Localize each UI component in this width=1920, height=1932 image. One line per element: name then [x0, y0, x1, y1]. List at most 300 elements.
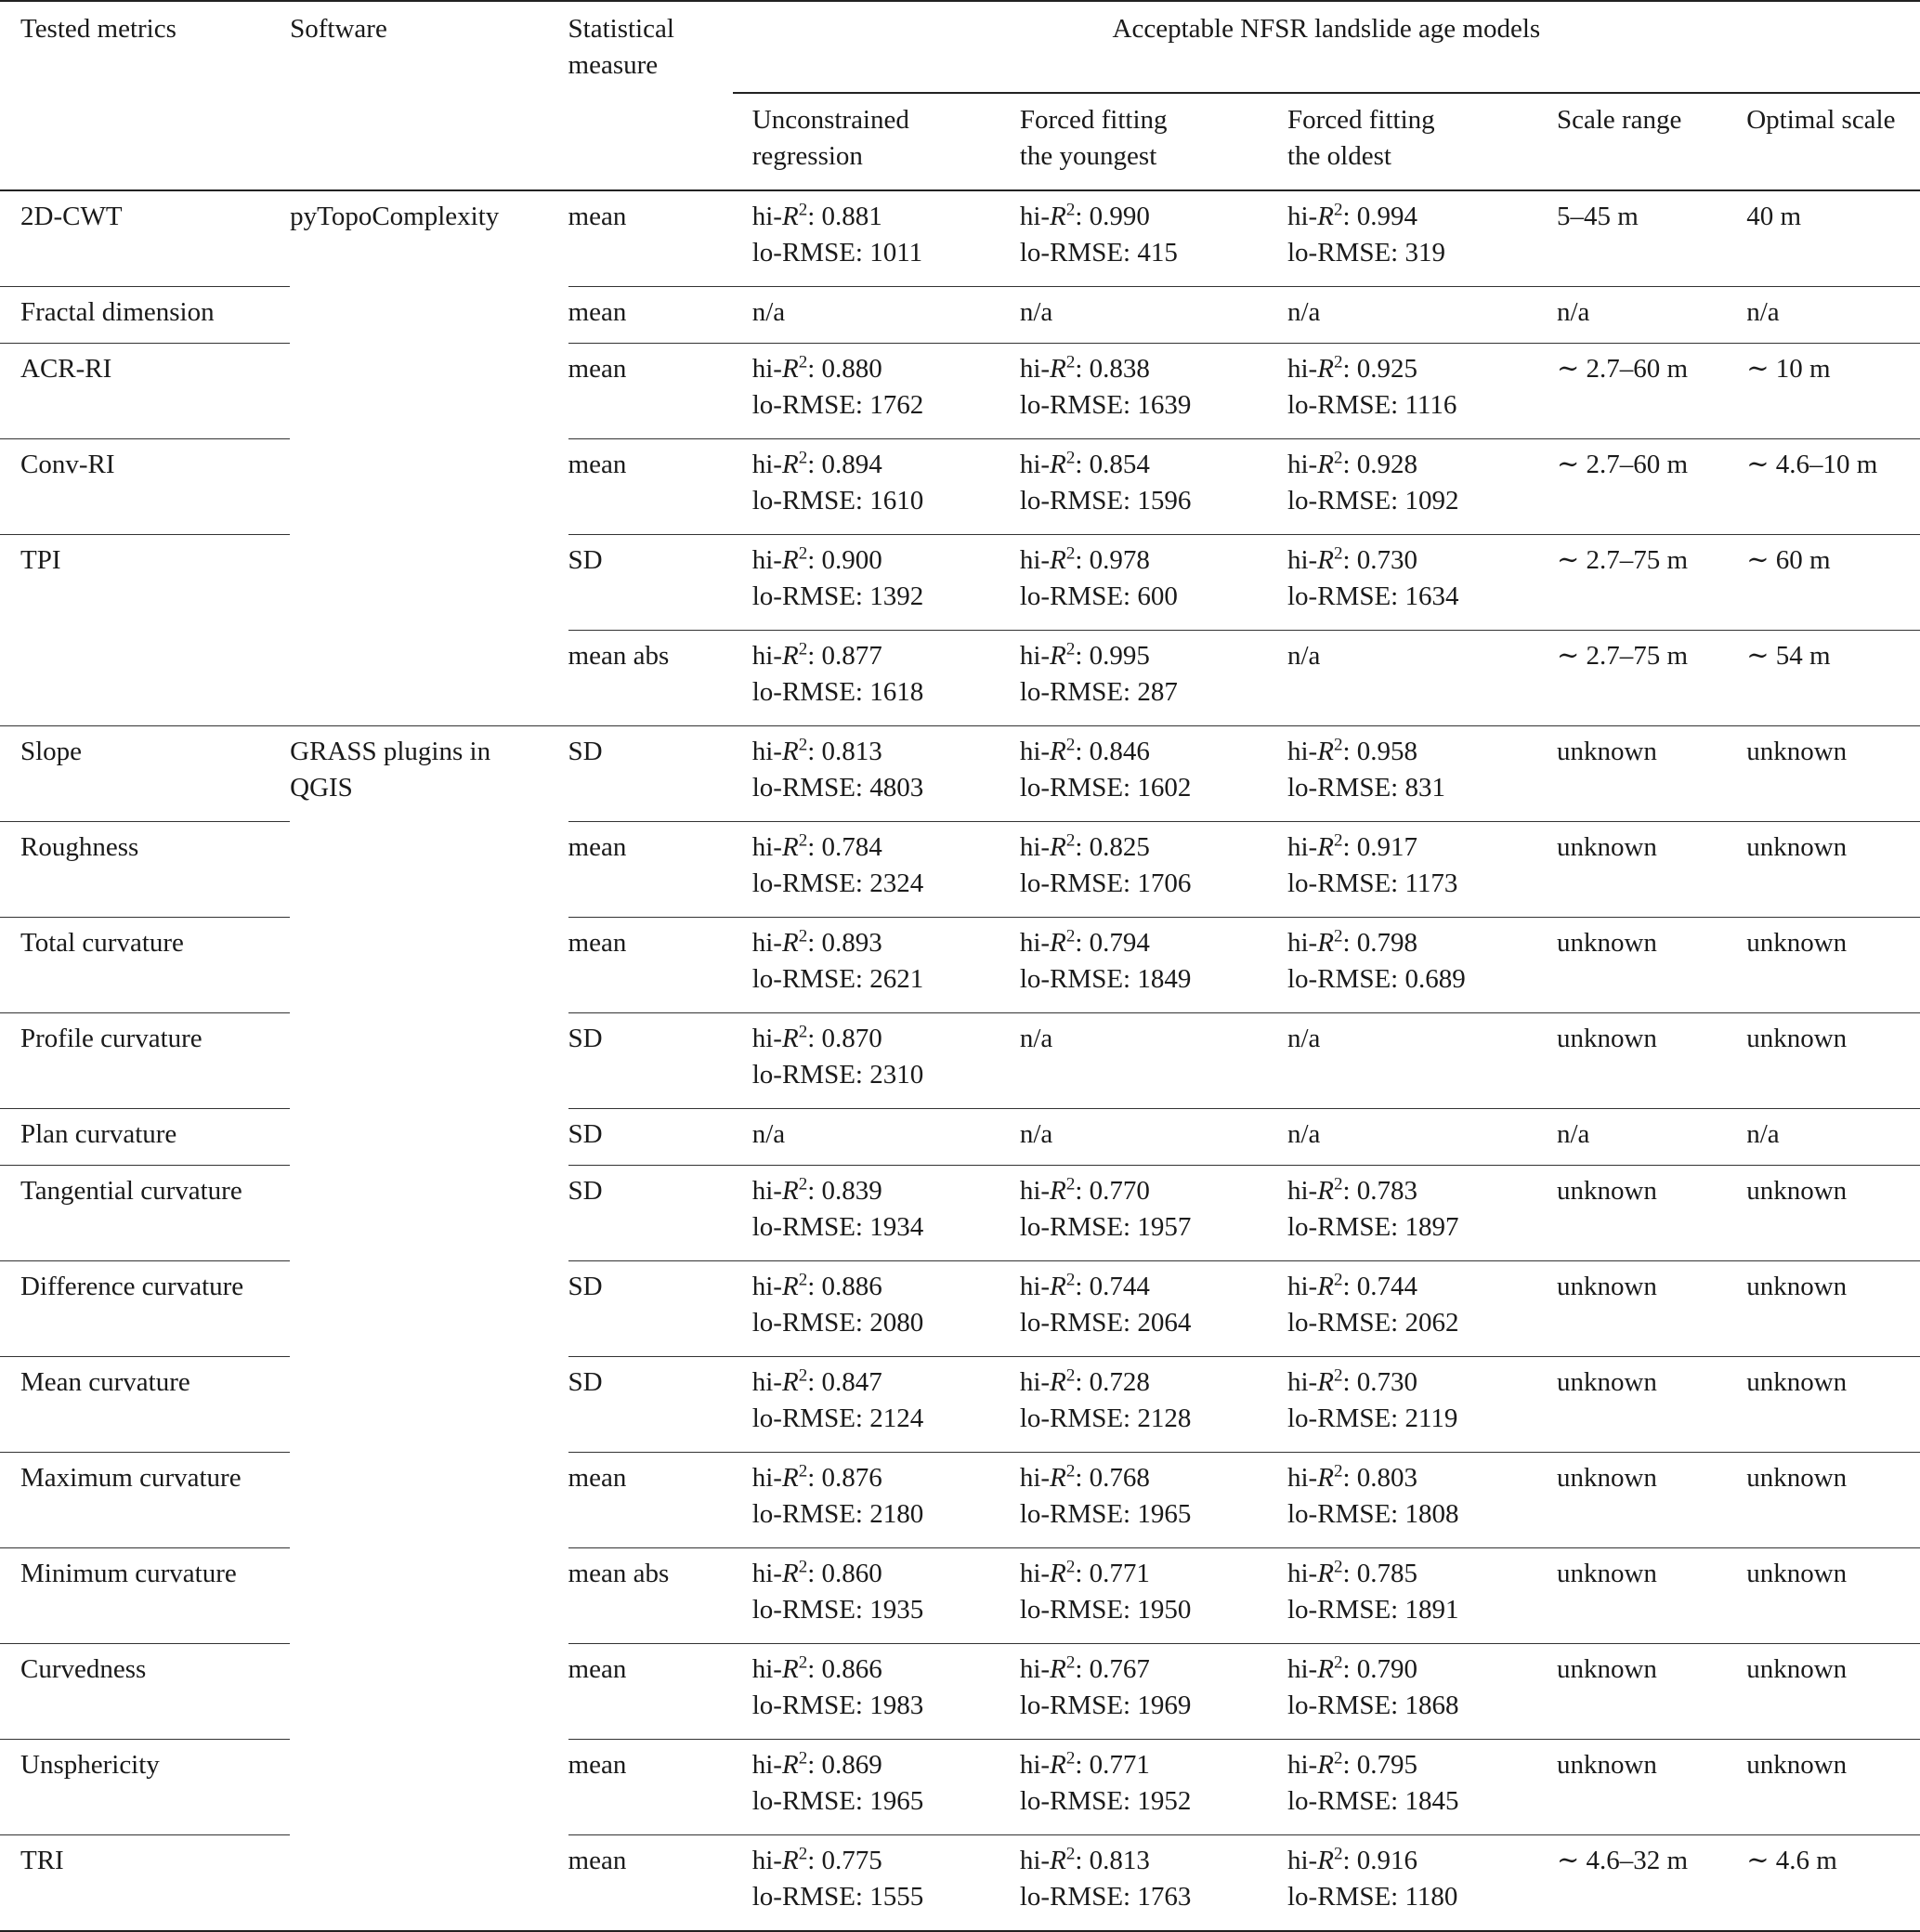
r2-suffix: : [1075, 354, 1090, 384]
cell-tested-metric: 2D-CWT [0, 190, 290, 287]
r2-symbol: R [781, 737, 799, 766]
rmse-prefix: lo-RMSE: [1287, 238, 1405, 268]
cell-tested-metric: Conv-RI [0, 439, 290, 535]
unconstrained-rmse-value: 1618 [869, 677, 924, 707]
rmse-prefix: lo-RMSE: [1287, 1882, 1405, 1912]
rmse-prefix: lo-RMSE: [1019, 1882, 1138, 1912]
unconstrained-rmse-line [752, 674, 1000, 711]
forced-youngest-rmse-value: 1849 [1137, 964, 1192, 994]
r2-suffix: : [1075, 1272, 1090, 1301]
r2-exponent: 2 [1333, 200, 1343, 220]
r2-prefix: hi- [1287, 928, 1318, 958]
cell-unconstrained [733, 918, 1000, 1013]
cell-scale-range: n/a [1537, 1109, 1727, 1166]
r2-suffix: : [1075, 1559, 1090, 1588]
r2-suffix: : [807, 737, 822, 766]
cell-statistical-measure: mean [568, 1453, 733, 1548]
r2-prefix: hi- [751, 1176, 782, 1206]
forced-oldest-rmse-value: 1897 [1404, 1212, 1459, 1242]
header-group-label: Acceptable NFSR landslide age models [1112, 14, 1541, 44]
r2-exponent: 2 [798, 735, 808, 755]
r2-symbol: R [1050, 641, 1066, 671]
unconstrained-rmse-line [752, 1305, 1000, 1341]
unconstrained-rmse-line [752, 235, 1000, 271]
unconstrained-rmse-value: 1934 [869, 1212, 924, 1242]
r2-symbol: R [1317, 1367, 1334, 1397]
cell-scale-range: ∼ 4.6–32 m [1537, 1835, 1727, 1932]
r2-suffix: : [1075, 1463, 1090, 1493]
unconstrained-r2-line [752, 542, 1000, 579]
forced-youngest-r2-line [1020, 1269, 1268, 1305]
forced-youngest-rmse-line [1020, 866, 1268, 902]
r2-prefix: hi- [1287, 1654, 1318, 1684]
cell-forced-oldest [1268, 1013, 1537, 1109]
forced-oldest-rmse-line [1287, 1401, 1537, 1437]
cell-forced-oldest [1268, 1166, 1537, 1261]
r2-prefix: hi- [1019, 1750, 1051, 1780]
cell-scale-range: ∼ 2.7–60 m [1537, 439, 1727, 535]
r2-symbol: R [781, 641, 799, 671]
r2-prefix: hi- [751, 1654, 782, 1684]
cell-forced-oldest [1268, 1357, 1537, 1453]
unconstrained-r2-value: 0.813 [821, 737, 882, 766]
rmse-prefix: lo-RMSE: [751, 581, 870, 611]
table-row [0, 1357, 1920, 1453]
forced-youngest-r2-line [1020, 734, 1268, 770]
unconstrained-rmse-value: 1011 [869, 238, 923, 268]
unconstrained-rmse-value: 1965 [869, 1786, 924, 1816]
r2-symbol: R [1317, 1559, 1334, 1588]
rmse-prefix: lo-RMSE: [1287, 773, 1405, 803]
cell-forced-youngest [1000, 918, 1268, 1013]
cell-statistical-measure: mean [568, 822, 733, 918]
unconstrained-value: n/a [751, 1119, 786, 1149]
r2-prefix: hi- [1287, 1750, 1318, 1780]
r2-suffix: : [1342, 1846, 1357, 1875]
cell-statistical-measure: SD [568, 1013, 733, 1109]
r2-exponent: 2 [798, 1748, 808, 1769]
r2-symbol: R [1317, 832, 1334, 862]
r2-exponent: 2 [1333, 1844, 1343, 1864]
cell-scale-range: unknown [1537, 726, 1727, 822]
r2-suffix: : [1342, 832, 1357, 862]
rmse-prefix: lo-RMSE: [1019, 1403, 1138, 1433]
table-row [0, 726, 1920, 822]
unconstrained-rmse-value: 2621 [869, 964, 924, 994]
r2-symbol: R [781, 1176, 799, 1206]
forced-youngest-r2-line [1020, 1651, 1268, 1688]
forced-youngest-rmse-line [1020, 770, 1268, 806]
r2-symbol: R [1050, 354, 1066, 384]
header-statistical-measure-line1: Statistical [568, 14, 674, 44]
r2-exponent: 2 [1065, 1174, 1076, 1194]
r2-suffix: : [1342, 1272, 1357, 1301]
r2-suffix: : [807, 545, 822, 575]
rmse-prefix: lo-RMSE: [1287, 390, 1405, 420]
cell-tested-metric: Tangential curvature [0, 1166, 290, 1261]
table-row [0, 1740, 1920, 1835]
r2-prefix: hi- [751, 354, 782, 384]
unconstrained-rmse-line [752, 866, 1000, 902]
cell-unconstrained [733, 1453, 1000, 1548]
rmse-prefix: lo-RMSE: [751, 238, 870, 268]
unconstrained-rmse-value: 4803 [869, 773, 924, 803]
r2-suffix: : [1075, 1846, 1090, 1875]
forced-youngest-rmse-line [1020, 483, 1268, 519]
unconstrained-rmse-value: 2180 [869, 1499, 924, 1529]
header-unconstrained-line1: Unconstrained [751, 105, 909, 135]
unconstrained-rmse-value: 1983 [869, 1690, 924, 1720]
forced-oldest-rmse-line [1287, 483, 1537, 519]
cell-optimal-scale: unknown [1727, 918, 1920, 1013]
r2-exponent: 2 [1333, 543, 1343, 564]
rmse-prefix: lo-RMSE: [751, 1595, 870, 1625]
r2-prefix: hi- [1287, 1846, 1318, 1875]
table-row [0, 1644, 1920, 1740]
rmse-prefix: lo-RMSE: [1019, 1595, 1138, 1625]
forced-youngest-r2-line [1020, 1747, 1268, 1783]
r2-exponent: 2 [1065, 200, 1076, 220]
r2-exponent: 2 [798, 926, 808, 946]
r2-prefix: hi- [1019, 1846, 1051, 1875]
table-row [0, 1835, 1920, 1932]
unconstrained-rmse-value: 1555 [869, 1882, 924, 1912]
cell-forced-youngest [1000, 1548, 1268, 1644]
forced-oldest-rmse-line [1287, 1879, 1537, 1915]
forced-youngest-value: n/a [1019, 1119, 1053, 1149]
forced-youngest-rmse-value: 287 [1137, 677, 1178, 707]
cell-optimal-scale: n/a [1727, 287, 1920, 344]
header-tested-metrics: Tested metrics [0, 1, 290, 190]
r2-exponent: 2 [1065, 448, 1076, 468]
table-row [0, 535, 1920, 631]
forced-youngest-r2-line [1020, 1173, 1268, 1209]
software-line2: QGIS [290, 773, 353, 803]
r2-suffix: : [1075, 1367, 1090, 1397]
cell-unconstrained [733, 1835, 1000, 1932]
unconstrained-r2-line [752, 1173, 1000, 1209]
r2-exponent: 2 [798, 1365, 808, 1386]
header-forced-youngest-line1: Forced fitting [1019, 105, 1168, 135]
r2-prefix: hi- [1287, 1176, 1318, 1206]
forced-oldest-r2-value: 0.916 [1356, 1846, 1417, 1875]
r2-suffix: : [1075, 545, 1090, 575]
cell-statistical-measure: mean [568, 190, 733, 287]
r2-prefix: hi- [751, 737, 782, 766]
unconstrained-rmse-line [752, 483, 1000, 519]
r2-exponent: 2 [798, 639, 808, 659]
forced-youngest-value: n/a [1019, 1024, 1053, 1053]
cell-forced-youngest [1000, 1166, 1268, 1261]
cell-tested-metric: Roughness [0, 822, 290, 918]
r2-suffix: : [1075, 832, 1090, 862]
forced-youngest-rmse-value: 2128 [1137, 1403, 1192, 1433]
r2-suffix: : [807, 832, 822, 862]
r2-suffix: : [1075, 450, 1090, 479]
forced-youngest-rmse-line [1020, 1305, 1268, 1341]
r2-symbol: R [1050, 1272, 1066, 1301]
r2-prefix: hi- [1019, 928, 1051, 958]
rmse-prefix: lo-RMSE: [1287, 1595, 1405, 1625]
forced-oldest-rmse-value: 319 [1404, 238, 1445, 268]
forced-youngest-r2-value: 0.771 [1089, 1750, 1150, 1780]
r2-prefix: hi- [751, 928, 782, 958]
forced-youngest-r2-line [1020, 829, 1268, 866]
forced-youngest-rmse-value: 1957 [1137, 1212, 1192, 1242]
cell-statistical-measure: SD [568, 1261, 733, 1357]
forced-oldest-r2-value: 0.798 [1356, 928, 1417, 958]
r2-suffix: : [1342, 354, 1357, 384]
unconstrained-r2-line [752, 734, 1000, 770]
cell-forced-oldest [1268, 535, 1537, 631]
forced-oldest-rmse-value: 2062 [1404, 1308, 1459, 1338]
forced-oldest-rmse-value: 1116 [1404, 390, 1457, 420]
table-body [0, 190, 1920, 1931]
cell-optimal-scale: unknown [1727, 1357, 1920, 1453]
forced-oldest-rmse-line [1287, 1305, 1537, 1341]
unconstrained-r2-value: 0.775 [821, 1846, 882, 1875]
cell-unconstrained [733, 1109, 1000, 1166]
r2-prefix: hi- [751, 1846, 782, 1875]
r2-symbol: R [1317, 545, 1334, 575]
header-unconstrained-line2: regression [751, 141, 863, 171]
r2-suffix: : [1342, 1559, 1357, 1588]
unconstrained-r2-value: 0.877 [821, 641, 882, 671]
cell-forced-oldest [1268, 918, 1537, 1013]
forced-oldest-rmse-value: 1180 [1404, 1882, 1458, 1912]
r2-symbol: R [1317, 737, 1334, 766]
unconstrained-r2-value: 0.784 [821, 832, 882, 862]
rmse-prefix: lo-RMSE: [1287, 486, 1405, 516]
forced-youngest-r2-value: 0.767 [1089, 1654, 1150, 1684]
cell-statistical-measure: mean [568, 1644, 733, 1740]
r2-exponent: 2 [1065, 1461, 1076, 1482]
forced-youngest-rmse-line [1020, 387, 1268, 424]
r2-suffix: : [1342, 1463, 1357, 1493]
forced-youngest-r2-line [1020, 542, 1268, 579]
forced-oldest-r2-value: 0.730 [1356, 545, 1417, 575]
cell-forced-youngest [1000, 631, 1268, 726]
r2-exponent: 2 [798, 830, 808, 851]
forced-oldest-r2-value: 0.790 [1356, 1654, 1417, 1684]
r2-symbol: R [781, 1559, 799, 1588]
cell-forced-oldest [1268, 1109, 1537, 1166]
forced-oldest-rmse-line [1287, 1783, 1537, 1820]
forced-oldest-rmse-value: 1808 [1404, 1499, 1459, 1529]
r2-symbol: R [1317, 202, 1334, 231]
header-forced-oldest-line2: the oldest [1287, 141, 1391, 171]
header-forced-youngest-line2: the youngest [1019, 141, 1157, 171]
forced-oldest-r2-line [1287, 1843, 1537, 1879]
rmse-prefix: lo-RMSE: [751, 1060, 870, 1090]
r2-prefix: hi- [751, 832, 782, 862]
forced-oldest-r2-line [1287, 1364, 1537, 1401]
r2-exponent: 2 [1333, 1174, 1343, 1194]
r2-prefix: hi- [1287, 450, 1318, 479]
r2-exponent: 2 [1333, 1461, 1343, 1482]
cell-tested-metric: Slope [0, 726, 290, 822]
unconstrained-rmse-line [752, 1496, 1000, 1533]
r2-exponent: 2 [798, 1557, 808, 1577]
forced-youngest-r2-value: 0.768 [1089, 1463, 1150, 1493]
r2-prefix: hi- [1287, 832, 1318, 862]
table-row [0, 344, 1920, 439]
forced-oldest-r2-value: 0.730 [1356, 1367, 1417, 1397]
rmse-prefix: lo-RMSE: [751, 1690, 870, 1720]
rmse-prefix: lo-RMSE: [1019, 581, 1138, 611]
forced-youngest-rmse-value: 1969 [1137, 1690, 1192, 1720]
cell-tested-metric: ACR-RI [0, 344, 290, 439]
r2-symbol: R [1050, 832, 1066, 862]
cell-forced-oldest [1268, 726, 1537, 822]
r2-exponent: 2 [1065, 1652, 1076, 1673]
unconstrained-rmse-value: 1392 [869, 581, 924, 611]
forced-oldest-r2-value: 0.803 [1356, 1463, 1417, 1493]
cell-forced-youngest [1000, 1740, 1268, 1835]
r2-symbol: R [1317, 450, 1334, 479]
unconstrained-r2-line [752, 638, 1000, 674]
cell-unconstrained [733, 439, 1000, 535]
unconstrained-r2-line [752, 447, 1000, 483]
cell-optimal-scale: unknown [1727, 1261, 1920, 1357]
cell-statistical-measure: mean [568, 918, 733, 1013]
r2-prefix: hi- [1019, 737, 1051, 766]
forced-oldest-r2-line [1287, 1460, 1537, 1496]
forced-youngest-rmse-value: 1950 [1137, 1595, 1192, 1625]
unconstrained-rmse-value: 2310 [869, 1060, 924, 1090]
r2-symbol: R [1050, 1846, 1066, 1875]
cell-statistical-measure: SD [568, 1166, 733, 1261]
forced-youngest-r2-value: 0.825 [1089, 832, 1150, 862]
cell-scale-range: unknown [1537, 1166, 1727, 1261]
forced-youngest-rmse-line [1020, 961, 1268, 998]
r2-suffix: : [1075, 641, 1090, 671]
r2-exponent: 2 [798, 1270, 808, 1290]
r2-suffix: : [1342, 1750, 1357, 1780]
cell-statistical-measure: SD [568, 726, 733, 822]
r2-suffix: : [807, 1654, 822, 1684]
cell-forced-youngest [1000, 439, 1268, 535]
cell-forced-oldest [1268, 287, 1537, 344]
cell-optimal-scale: 40 m [1727, 190, 1920, 287]
forced-youngest-r2-line [1020, 199, 1268, 235]
cell-optimal-scale: n/a [1727, 1109, 1920, 1166]
cell-optimal-scale: unknown [1727, 1548, 1920, 1644]
r2-suffix: : [1342, 1654, 1357, 1684]
cell-forced-oldest [1268, 344, 1537, 439]
r2-prefix: hi- [751, 1272, 782, 1301]
unconstrained-r2-line [752, 925, 1000, 961]
table-row [0, 1013, 1920, 1109]
rmse-prefix: lo-RMSE: [1019, 486, 1138, 516]
r2-exponent: 2 [1065, 1365, 1076, 1386]
r2-suffix: : [807, 1024, 822, 1053]
table-row [0, 822, 1920, 918]
forced-youngest-rmse-value: 1706 [1137, 868, 1192, 898]
forced-oldest-r2-value: 0.917 [1356, 832, 1417, 862]
forced-youngest-r2-line [1020, 1843, 1268, 1879]
r2-symbol: R [781, 202, 799, 231]
cell-tested-metric: Plan curvature [0, 1109, 290, 1166]
r2-prefix: hi- [1019, 202, 1051, 231]
cell-scale-range: n/a [1537, 287, 1727, 344]
forced-oldest-rmse-value: 831 [1404, 773, 1445, 803]
r2-exponent: 2 [1333, 448, 1343, 468]
table-row [0, 1166, 1920, 1261]
rmse-prefix: lo-RMSE: [1019, 964, 1138, 994]
rmse-prefix: lo-RMSE: [1287, 1403, 1405, 1433]
header-statistical-measure-line2: measure [568, 50, 659, 80]
r2-suffix: : [1342, 450, 1357, 479]
forced-oldest-r2-value: 0.744 [1356, 1272, 1417, 1301]
r2-prefix: hi- [1019, 641, 1051, 671]
r2-exponent: 2 [798, 543, 808, 564]
forced-youngest-rmse-value: 1596 [1137, 486, 1192, 516]
cell-forced-youngest [1000, 726, 1268, 822]
cell-tested-metric: Fractal dimension [0, 287, 290, 344]
forced-youngest-r2-value: 0.990 [1089, 202, 1150, 231]
r2-prefix: hi- [1019, 545, 1051, 575]
unconstrained-rmse-line [752, 1688, 1000, 1724]
r2-suffix: : [807, 1367, 822, 1397]
cell-optimal-scale: unknown [1727, 822, 1920, 918]
unconstrained-r2-value: 0.880 [821, 354, 882, 384]
rmse-prefix: lo-RMSE: [1019, 677, 1138, 707]
rmse-prefix: lo-RMSE: [751, 1308, 870, 1338]
r2-prefix: hi- [1287, 1559, 1318, 1588]
forced-oldest-r2-value: 0.928 [1356, 450, 1417, 479]
cell-tested-metric: Maximum curvature [0, 1453, 290, 1548]
unconstrained-rmse-line [752, 1783, 1000, 1820]
cell-optimal-scale: unknown [1727, 1166, 1920, 1261]
unconstrained-rmse-value: 1762 [869, 390, 924, 420]
unconstrained-r2-value: 0.870 [821, 1024, 882, 1053]
r2-exponent: 2 [1065, 1748, 1076, 1769]
r2-suffix: : [1342, 1176, 1357, 1206]
forced-youngest-r2-line [1020, 351, 1268, 387]
r2-symbol: R [1317, 1176, 1334, 1206]
cell-forced-youngest [1000, 1013, 1268, 1109]
rmse-prefix: lo-RMSE: [751, 773, 870, 803]
r2-prefix: hi- [1019, 1367, 1051, 1397]
table-row [0, 1453, 1920, 1548]
cell-scale-range: unknown [1537, 1261, 1727, 1357]
r2-exponent: 2 [798, 1174, 808, 1194]
unconstrained-rmse-value: 2324 [869, 868, 924, 898]
rmse-prefix: lo-RMSE: [1287, 1786, 1405, 1816]
forced-oldest-r2-line [1287, 1747, 1537, 1783]
table-row [0, 1109, 1920, 1166]
rmse-prefix: lo-RMSE: [1287, 868, 1405, 898]
r2-suffix: : [807, 1272, 822, 1301]
forced-youngest-r2-value: 0.744 [1089, 1272, 1150, 1301]
rmse-prefix: lo-RMSE: [751, 964, 870, 994]
cell-forced-oldest [1268, 1453, 1537, 1548]
cell-forced-youngest [1000, 190, 1268, 287]
cell-forced-youngest [1000, 822, 1268, 918]
forced-oldest-rmse-value: 1173 [1404, 868, 1458, 898]
cell-unconstrained [733, 287, 1000, 344]
cell-forced-oldest [1268, 1548, 1537, 1644]
cell-unconstrained [733, 726, 1000, 822]
unconstrained-r2-line [752, 829, 1000, 866]
forced-oldest-rmse-value: 2119 [1404, 1403, 1458, 1433]
forced-oldest-rmse-line [1287, 1209, 1537, 1246]
unconstrained-r2-line [752, 1021, 1000, 1057]
cell-forced-oldest [1268, 1740, 1537, 1835]
forced-youngest-rmse-value: 1763 [1137, 1882, 1192, 1912]
cell-unconstrained [733, 1166, 1000, 1261]
